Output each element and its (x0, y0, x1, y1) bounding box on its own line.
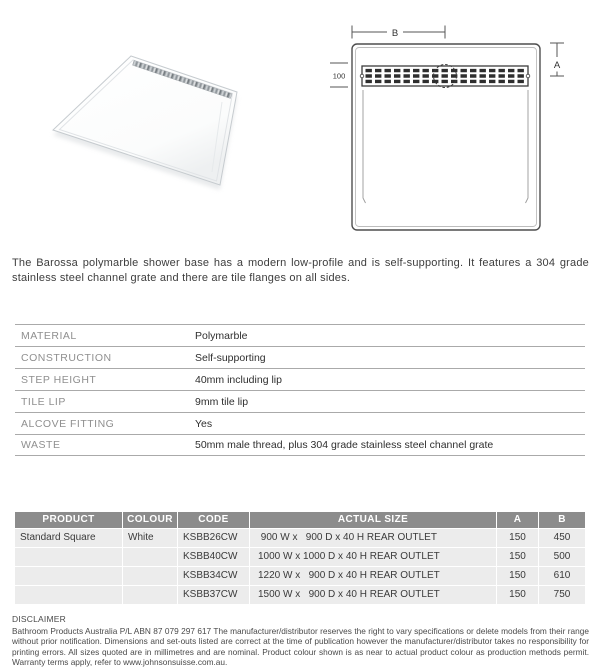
product-description: The Barossa polymarble shower base has a modern low-profile and is self-supporting. It features a 304 grade stainless steel channel grate and there are tile flanges on all sides. (12, 257, 589, 284)
product-table (15, 512, 585, 604)
grate-end-notch-left (360, 74, 364, 78)
header-cell-b: B (539, 512, 585, 528)
header-cell-actual-size: ACTUAL SIZE (250, 512, 496, 528)
spec-value: 40mm including lip (195, 373, 282, 386)
spec-value: Yes (195, 417, 213, 430)
cell-product: Standard Square (15, 529, 122, 547)
cell-size: 1000 W x 1000 D x 40 H REAR OUTLET (250, 548, 496, 566)
shower-tray-image (25, 22, 325, 217)
header-cell-a: A (497, 512, 538, 528)
cell-a: 150 (497, 567, 538, 585)
cell-size: 1500 W x 900 D x 40 H REAR OUTLET (250, 586, 496, 604)
tray-surface (53, 56, 237, 185)
cell-code: KSBB34CW (178, 567, 249, 585)
cell-colour (123, 567, 177, 585)
spec-row-step-height (15, 368, 585, 390)
cell-product (15, 548, 122, 566)
spec-value: Polymarble (195, 329, 248, 342)
header-cell-product: PRODUCT (15, 512, 122, 528)
cell-colour (123, 586, 177, 604)
cell-a: 150 (497, 529, 538, 547)
cell-code: KSBB40CW (178, 548, 249, 566)
disclaimer-title: DISCLAIMER (12, 614, 66, 624)
spec-row-construction (15, 346, 585, 368)
cell-product (15, 567, 122, 585)
product-photo (25, 22, 325, 217)
grate-end-notch-right (526, 74, 530, 78)
spec-label: MATERIAL (21, 329, 77, 342)
cell-colour (123, 548, 177, 566)
spec-value: Self-supporting (195, 351, 266, 364)
spec-row-waste (15, 434, 585, 456)
spec-row-tile-lip (15, 390, 585, 412)
cell-size: 900 W x 900 D x 40 H REAR OUTLET (250, 529, 496, 547)
spec-value: 9mm tile lip (195, 395, 249, 408)
cell-b: 450 (539, 529, 585, 547)
cell-colour: White (123, 529, 177, 547)
dim-a-label: A (553, 60, 561, 71)
cell-code: KSBB37CW (178, 586, 249, 604)
cell-product (15, 586, 122, 604)
spec-row-alcove-fitting (15, 412, 585, 434)
cell-code: KSBB26CW (178, 529, 249, 547)
cell-a: 150 (497, 586, 538, 604)
dim-b (352, 26, 445, 39)
spec-label: CONSTRUCTION (21, 351, 112, 364)
spec-label: ALCOVE FITTING (21, 417, 115, 430)
cell-b: 750 (539, 586, 585, 604)
header-cell-colour: COLOUR (123, 512, 177, 528)
spec-table (15, 324, 585, 456)
spec-label: TILE LIP (21, 395, 66, 408)
cell-a: 150 (497, 548, 538, 566)
header-cell-code: CODE (178, 512, 249, 528)
dim-b-label: B (391, 27, 399, 39)
spec-label: STEP HEIGHT (21, 373, 97, 386)
cell-b: 500 (539, 548, 585, 566)
spec-value: 50mm male thread, plus 304 grade stainless steel channel grate (195, 439, 494, 451)
disclaimer (12, 614, 589, 668)
spec-row-material (15, 324, 585, 346)
cell-size: 1220 W x 900 D x 40 H REAR OUTLET (250, 567, 496, 585)
channel-width-label: 100 (332, 71, 346, 81)
cell-b: 610 (539, 567, 585, 585)
dimension-diagram (330, 12, 580, 237)
disclaimer-body: Bathroom Products Australia P/L ABN 87 079 297 617 The manufacturer/distributor reserves the right to vary specifications or delete models from their range without prior notification. Dimensions and set-outs listed are correct at the time of publication however the manufacturer/distributor takes no responsibility for printing errors. All sizes quoted are in millimetres and are nominal. Product colour shown is as near to actual product colour as production methods permit. Warranty terms apply, refer to www.johnsonsuisse.com.au. (12, 626, 589, 668)
spec-label: WASTE (21, 439, 61, 451)
